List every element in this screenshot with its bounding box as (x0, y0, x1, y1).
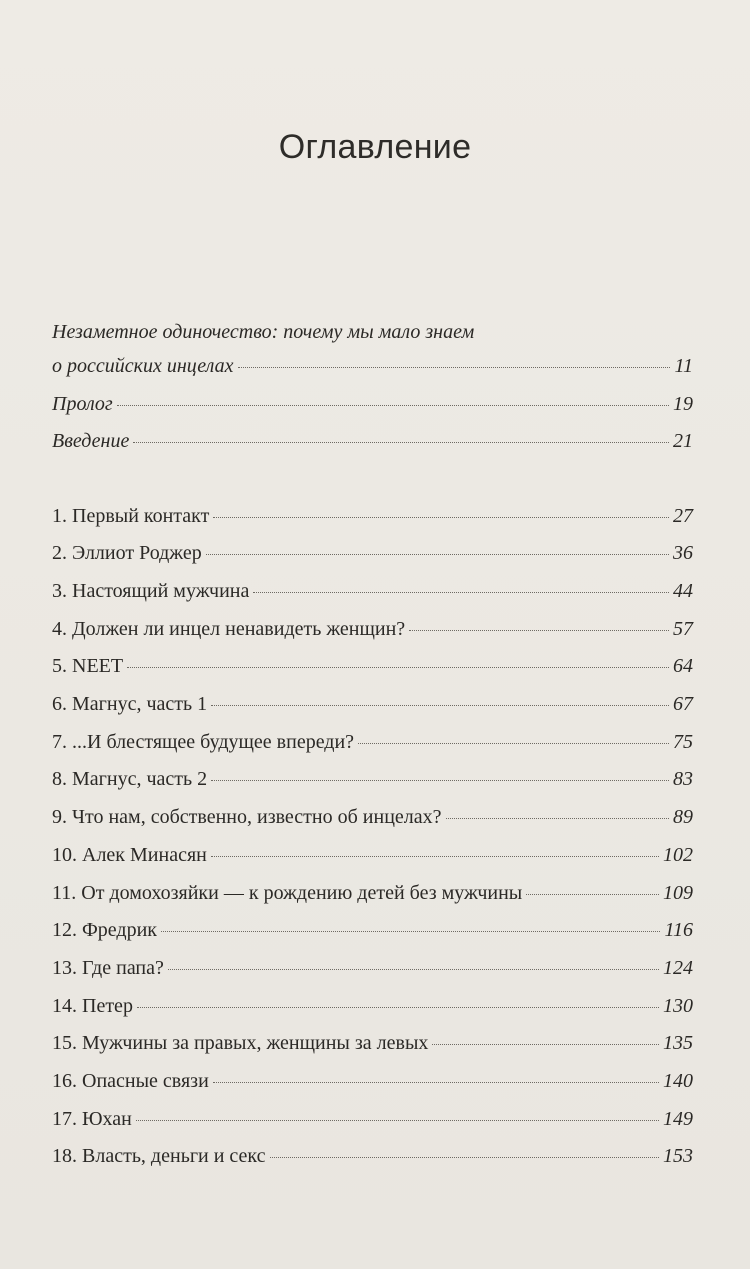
chapter-title: 1. Первый контакт (52, 505, 210, 527)
toc-chapter[interactable] (52, 542, 693, 570)
chapter-title: 3. Настоящий мужчина (52, 580, 250, 602)
chapter-title: 9. Что нам, собственно, известно об инцелах? (52, 806, 442, 828)
chapter-page: 130 (663, 995, 693, 1017)
toc-chapter[interactable] (52, 731, 693, 759)
toc-entry-page: 21 (673, 430, 693, 452)
leader-dots (211, 856, 659, 857)
leader-dots (127, 667, 669, 668)
leader-dots (526, 894, 659, 895)
toc-chapter[interactable] (52, 768, 693, 796)
toc-chapter[interactable] (52, 505, 693, 533)
chapter-page: 109 (663, 882, 693, 904)
leader-dots (136, 1120, 659, 1121)
chapter-page: 124 (663, 957, 693, 979)
toc-chapter[interactable] (52, 1145, 693, 1173)
toc-chapter[interactable] (52, 580, 693, 608)
toc-entry-label: Пролог (52, 393, 113, 415)
chapter-title: 17. Юхан (52, 1108, 132, 1130)
toc-chapter[interactable] (52, 1108, 693, 1136)
chapter-title: 8. Магнус, часть 2 (52, 768, 208, 790)
chapter-title: 6. Магнус, часть 1 (52, 693, 208, 715)
toc-chapter[interactable] (52, 919, 693, 947)
leader-dots (211, 780, 669, 781)
toc-entry-page: 11 (674, 355, 693, 377)
chapter-page: 67 (673, 693, 693, 715)
toc-chapter[interactable] (52, 844, 693, 872)
chapter-title: 4. Должен ли инцел ненавидеть женщин? (52, 618, 406, 640)
chapter-title: 12. Фредрик (52, 919, 158, 941)
toc-chapter[interactable] (52, 618, 693, 646)
chapter-title: 14. Петер (52, 995, 133, 1017)
leader-dots (270, 1157, 659, 1158)
chapter-page: 116 (664, 919, 693, 941)
leader-dots (213, 517, 669, 518)
chapter-page: 102 (663, 844, 693, 866)
chapter-page: 64 (673, 655, 693, 677)
page-title: Оглавление (278, 128, 472, 166)
leader-dots (117, 405, 669, 406)
intro-title-line: Незаметное одиночество: почему мы мало знаем (52, 321, 475, 343)
toc-entry-introduction[interactable] (52, 430, 693, 458)
chapter-page: 75 (673, 731, 693, 753)
toc-chapter[interactable] (52, 1070, 693, 1098)
chapter-title: 15. Мужчины за правых, женщины за левых (52, 1032, 429, 1054)
chapter-page: 44 (673, 580, 693, 602)
chapter-title: 18. Власть, деньги и секс (52, 1145, 266, 1167)
leader-dots (133, 442, 669, 443)
chapter-page: 57 (673, 618, 693, 640)
chapter-title: 2. Эллиот Роджер (52, 542, 202, 564)
toc-entry-intro[interactable] (52, 355, 693, 383)
leader-dots (358, 743, 669, 744)
chapter-page: 83 (673, 768, 693, 790)
toc-entry-label: о российских инцелах (52, 355, 234, 377)
chapter-title: 7. ...И блестящее будущее впереди? (52, 731, 355, 753)
chapter-page: 135 (663, 1032, 693, 1054)
chapter-title: 11. От домохозяйки — к рождению детей без мужчины (52, 882, 523, 904)
chapter-page: 36 (673, 542, 693, 564)
chapter-title: 13. Где папа? (52, 957, 164, 979)
leader-dots (253, 592, 669, 593)
leader-dots (211, 705, 669, 706)
toc-chapter[interactable] (52, 882, 693, 910)
chapter-page: 27 (673, 505, 693, 527)
toc-chapter[interactable] (52, 995, 693, 1023)
chapter-title: 10. Алек Минасян (52, 844, 207, 866)
leader-dots (206, 554, 669, 555)
toc-entry-label: Введение (52, 430, 130, 452)
toc-chapter[interactable] (52, 655, 693, 683)
chapter-page: 153 (663, 1145, 693, 1167)
toc-entry-prologue[interactable] (52, 393, 693, 421)
chapter-page: 89 (673, 806, 693, 828)
chapter-title: 16. Опасные связи (52, 1070, 209, 1092)
chapter-page: 149 (663, 1108, 693, 1130)
leader-dots (238, 367, 671, 368)
toc-chapter[interactable] (52, 806, 693, 834)
chapter-page: 140 (663, 1070, 693, 1092)
toc-chapter[interactable] (52, 693, 693, 721)
toc-chapter[interactable] (52, 1032, 693, 1060)
leader-dots (161, 931, 660, 932)
leader-dots (168, 969, 659, 970)
leader-dots (409, 630, 669, 631)
leader-dots (213, 1082, 659, 1083)
leader-dots (446, 818, 669, 819)
chapter-title: 5. NEET (52, 655, 124, 677)
toc-chapter[interactable] (52, 957, 693, 985)
leader-dots (432, 1044, 659, 1045)
toc-entry-page: 19 (673, 393, 693, 415)
leader-dots (137, 1007, 659, 1008)
